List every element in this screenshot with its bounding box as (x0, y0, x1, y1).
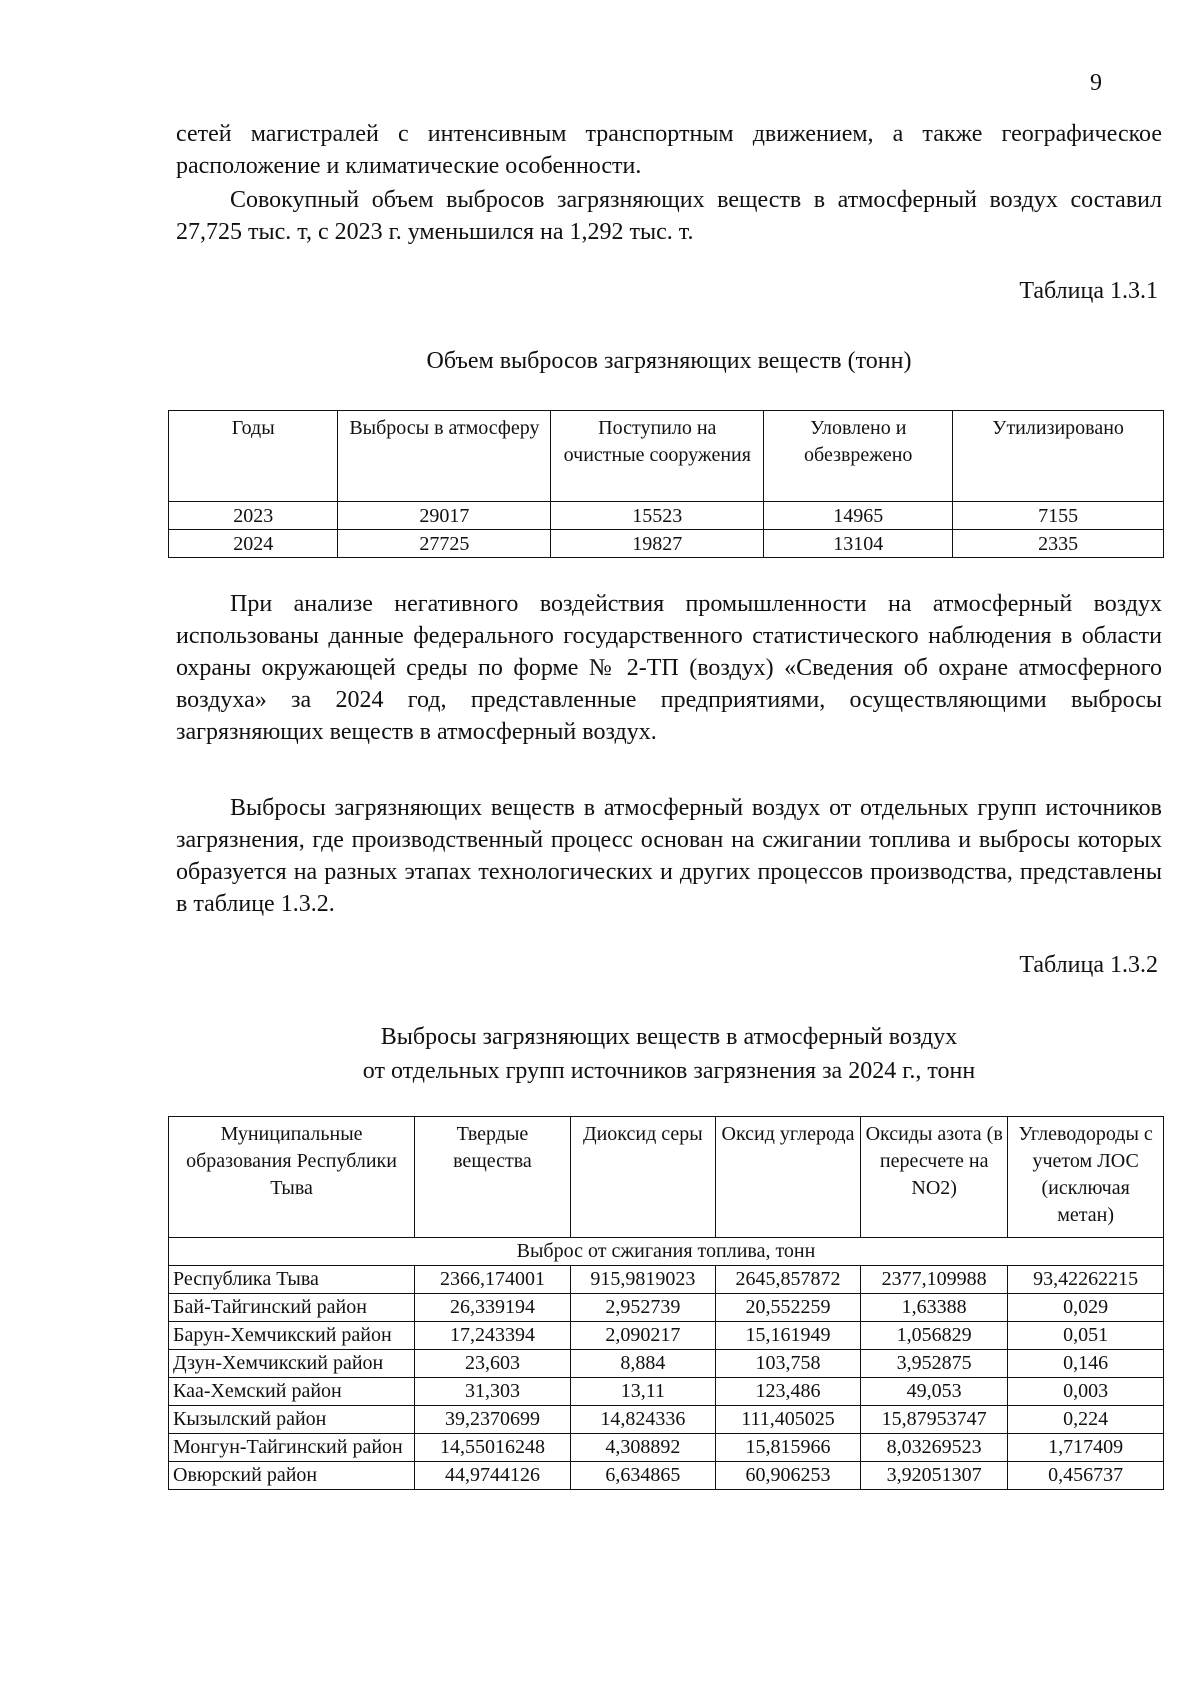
table-cell: 19827 (551, 530, 764, 558)
table-1-title: Объем выбросов загрязняющих веществ (тонн) (426, 348, 912, 374)
table-cell: 44,9744126 (415, 1462, 571, 1490)
table-cell: 3,92051307 (861, 1462, 1008, 1490)
table-2-header: Диоксид серы (570, 1117, 715, 1238)
table-cell: 93,42262215 (1008, 1266, 1164, 1294)
table-cell: 15,815966 (715, 1434, 860, 1462)
table-2-title-line-1: Выбросы загрязняющих веществ в атмосферный воздух (380, 1024, 958, 1050)
table-row (169, 1266, 1164, 1294)
table-cell: 13104 (764, 530, 953, 558)
table-cell: 20,552259 (715, 1294, 860, 1322)
region-name-cell: Республика Тыва (169, 1266, 415, 1294)
table-2-title (176, 1020, 1162, 1088)
table-cell: 15523 (551, 502, 764, 530)
table-cell: 7155 (953, 502, 1164, 530)
table-cell: 4,308892 (570, 1434, 715, 1462)
table-cell: 123,486 (715, 1378, 860, 1406)
region-name-cell: Монгун-Тайгинский район (169, 1434, 415, 1462)
region-name-cell: Дзун-Хемчикский район (169, 1350, 415, 1378)
table-cell: 1,717409 (1008, 1434, 1164, 1462)
table-cell: 2645,857872 (715, 1266, 860, 1294)
region-name-cell: Овюрский район (169, 1462, 415, 1490)
table-cell: 26,339194 (415, 1294, 571, 1322)
table-2-header: Муниципальные образования Республики Тыва (169, 1117, 415, 1238)
table-2-header: Твердые вещества (415, 1117, 571, 1238)
table-cell: 1,63388 (861, 1294, 1008, 1322)
table-row (169, 1322, 1164, 1350)
table-cell: 1,056829 (861, 1322, 1008, 1350)
region-name-cell: Бай-Тайгинский район (169, 1294, 415, 1322)
table-row (169, 530, 1164, 558)
page-number: 9 (1090, 70, 1102, 96)
table-2-section-label: Выброс от сжигания топлива, тонн (169, 1238, 1164, 1266)
table-row (169, 1294, 1164, 1322)
table-cell: 103,758 (715, 1350, 860, 1378)
paragraph-intro: сетей магистралей с интенсивным транспортным движением, а также географическое расположение и климатические особенности. (176, 121, 1162, 179)
table-cell: 6,634865 (570, 1462, 715, 1490)
table-2-label: Таблица 1.3.2 (1019, 952, 1158, 978)
table-cell: 14965 (764, 502, 953, 530)
table-row (169, 1350, 1164, 1378)
table-cell: 111,405025 (715, 1406, 860, 1434)
table-cell: 915,9819023 (570, 1266, 715, 1294)
table-row (169, 1406, 1164, 1434)
table-cell: 0,051 (1008, 1322, 1164, 1350)
paragraph-total-emissions: Совокупный объем выбросов загрязняющих веществ в атмосферный воздух составил 27,725 тыс. т, с 2023 г. уменьшился на 1,292 тыс. т. (176, 187, 1162, 245)
paragraph-fuel-combustion: Выбросы загрязняющих веществ в атмосферный воздух от отдельных групп источников загрязнения, где производственный процесс основан на сжигании топлива и выбросы которых образуется на разных этапах технологических и других процессов производства, представлены в таблице 1.3.2. (176, 795, 1162, 917)
table-cell: 3,952875 (861, 1350, 1008, 1378)
table-cell: 0,146 (1008, 1350, 1164, 1378)
table-2-header: Оксиды азота (в пересчете на NO2) (861, 1117, 1008, 1238)
table-1-header: Годы (169, 411, 338, 502)
table-2-section-row (169, 1238, 1164, 1266)
table-2 (168, 1116, 1164, 1490)
table-cell: 2366,174001 (415, 1266, 571, 1294)
table-cell: 27725 (338, 530, 551, 558)
table-1-header: Поступило на очистные сооружения (551, 411, 764, 502)
table-row (169, 502, 1164, 530)
table-cell: 29017 (338, 502, 551, 530)
table-cell: 2335 (953, 530, 1164, 558)
table-1-header: Уловлено и обезврежено (764, 411, 953, 502)
region-name-cell: Каа-Хемский район (169, 1378, 415, 1406)
table-1-header: Утилизировано (953, 411, 1164, 502)
table-cell: 2,090217 (570, 1322, 715, 1350)
table-2-title-line-2: от отдельных групп источников загрязнения за 2024 г., тонн (362, 1058, 976, 1084)
table-cell: 8,884 (570, 1350, 715, 1378)
table-cell: 13,11 (570, 1378, 715, 1406)
region-name-cell: Кызылский район (169, 1406, 415, 1434)
table-2-header: Углеводороды с учетом ЛОС (исключая метан) (1008, 1117, 1164, 1238)
table-cell: 0,456737 (1008, 1462, 1164, 1490)
table-row (169, 1434, 1164, 1462)
table-row (169, 1462, 1164, 1490)
table-cell: 60,906253 (715, 1462, 860, 1490)
table-1-header-row (169, 411, 1164, 502)
table-cell: 0,003 (1008, 1378, 1164, 1406)
table-cell: 2377,109988 (861, 1266, 1008, 1294)
table-cell: 0,029 (1008, 1294, 1164, 1322)
table-cell: 39,2370699 (415, 1406, 571, 1434)
table-cell: 2,952739 (570, 1294, 715, 1322)
table-cell: 14,55016248 (415, 1434, 571, 1462)
table-cell: 23,603 (415, 1350, 571, 1378)
table-cell: 0,224 (1008, 1406, 1164, 1434)
table-1-header: Выбросы в атмосферу (338, 411, 551, 502)
table-cell: 49,053 (861, 1378, 1008, 1406)
paragraph-data-source: При анализе негативного воздействия промышленности на атмосферный воздух использованы данные федерального государственного статистического наблюдения в области охраны окружающей среды по форме № 2-ТП (воздух) «Сведения об охране атмосферного воздуха» за 2024 год, представленные предприятиями, осуществляющими выбросы загрязняющих веществ в атмосферный воздух. (176, 591, 1162, 745)
table-cell: 8,03269523 (861, 1434, 1008, 1462)
table-cell: 15,87953747 (861, 1406, 1008, 1434)
table-cell: 2024 (169, 530, 338, 558)
table-cell: 14,824336 (570, 1406, 715, 1434)
table-cell: 17,243394 (415, 1322, 571, 1350)
table-1 (168, 410, 1164, 558)
table-cell: 15,161949 (715, 1322, 860, 1350)
table-row (169, 1378, 1164, 1406)
table-cell: 31,303 (415, 1378, 571, 1406)
table-2-header: Оксид углерода (715, 1117, 860, 1238)
table-2-header-row (169, 1117, 1164, 1238)
table-1-label: Таблица 1.3.1 (1019, 278, 1158, 304)
region-name-cell: Барун-Хемчикский район (169, 1322, 415, 1350)
table-cell: 2023 (169, 502, 338, 530)
